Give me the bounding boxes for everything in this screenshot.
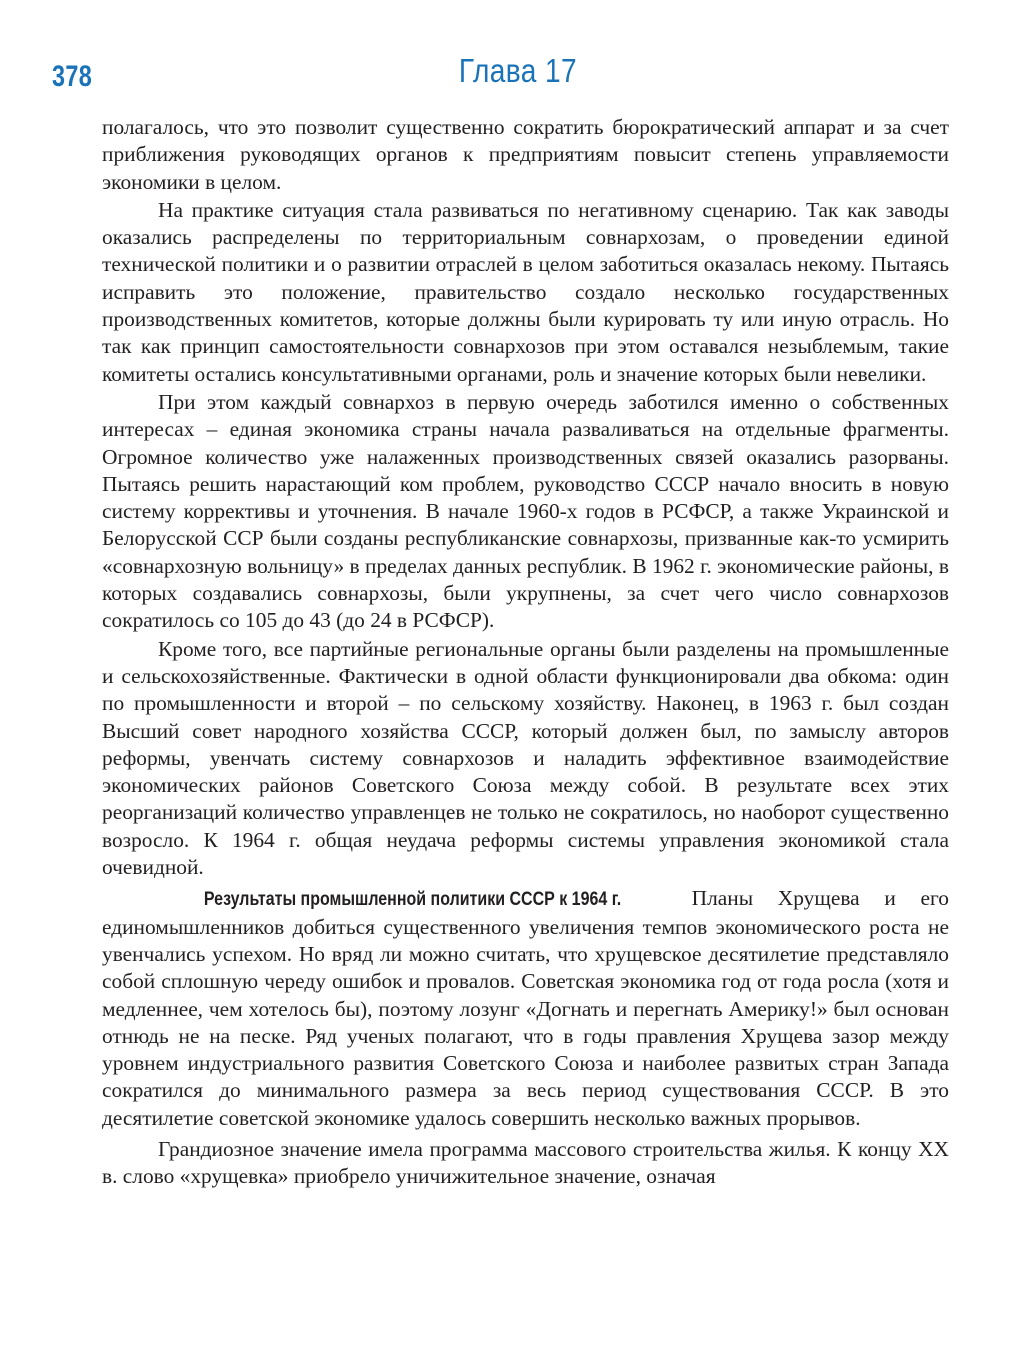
paragraph-last: Грандиозное значение имела программа массового строительства жилья. К концу XX в. слово «хрущевка» приобрело уничижительное значение, означая (102, 1136, 949, 1189)
paragraph: Кроме того, все партийные региональные органы были разделены на промышленные и сельскохозяйственные. Фактически в одной области функционировали два обкома: один по промышленности и второй – по сельскому хозяйству. Наконец, в 1963 г. был создан Высший совет народного хозяйства СССР, который должен был, по замыслу авторов реформы, увенчать систему совнархозов и наладить эффективное взаимодействие экономических районов Советского Союза между собой. В результате всех этих реорганизаций количество управленцев не только не сократилось, но наоборот существенно возросло. К 1964 г. общая неудача реформы системы управления экономикой стала очевидной. (102, 636, 949, 880)
section-text: Планы Хрущева и его единомышленников добиться существенного увеличения темпов экономического роста не увенчались успехом. Но вряд ли можно считать, что хрущевское десятилетие представляло собой сплошную череду ошибок и провалов. Советская экономика год от года росла (хотя и медленнее, чем хотелось бы), поэтому лозунг «Догнать и перегнать Америку!» был основан отнюдь не на песке. Ряд ученых полагают, что в годы правления Хрущева зазор между уровнем индустриального развития Советского Союза и наиболее развитых стран Запада сократился до минимального размера за весь период существования СССР. В это десятилетие советской экономике удалось совершить несколько важных прорывов. (102, 886, 949, 1130)
paragraph-continued: полагалось, что это позволит существенно сократить бюрократический аппарат и за счет приближения руководящих органов к предприятиям повысит степень управляемости экономики в целом. (102, 115, 949, 194)
page-number: 378 (52, 60, 93, 93)
body-text (102, 114, 949, 1192)
paragraph: На практике ситуация стала развиваться по негативному сценарию. Так как заводы оказались распределены по территориальным совнархозам, о проведении единой технической политики и о развитии отраслей в целом заботиться оказалась некому. Пытаясь исправить это положение, правительство создало несколько государственных производственных комитетов, которые должны были курировать ту или иную отрасль. Но так как принцип самостоятельности совнархозов при этом оставался незыблемым, такие комитеты остались консультативными органами, роль и значение которых были невелики. (102, 197, 949, 386)
chapter-title: Глава 17 (458, 52, 578, 89)
section-paragraph (102, 885, 949, 1132)
section-heading: Результаты промышленной политики СССР к 1964 г. (203, 888, 622, 911)
paragraph: При этом каждый совнархоз в первую очередь заботился именно о собственных интересах – единая экономика страны начала разваливаться на отдельные фрагменты. Огромное количество уже налаженных производственных связей оказались разорваны. Пытаясь решить нарастающий ком проблем, руководство СССР начало вносить в новую систему коррективы и уточнения. В начале 1960-х годов в РСФСР, а также Украинской и Белорусской ССР были созданы республиканские совнархозы, призванные как-то усмирить «совнархозную вольницу» в пределах данных республик. В 1962 г. экономические районы, в которых создавались совнархозы, были укрупнены, за счет чего число совнархозов сократилось со 105 до 43 (до 24 в РСФСР). (102, 389, 949, 633)
